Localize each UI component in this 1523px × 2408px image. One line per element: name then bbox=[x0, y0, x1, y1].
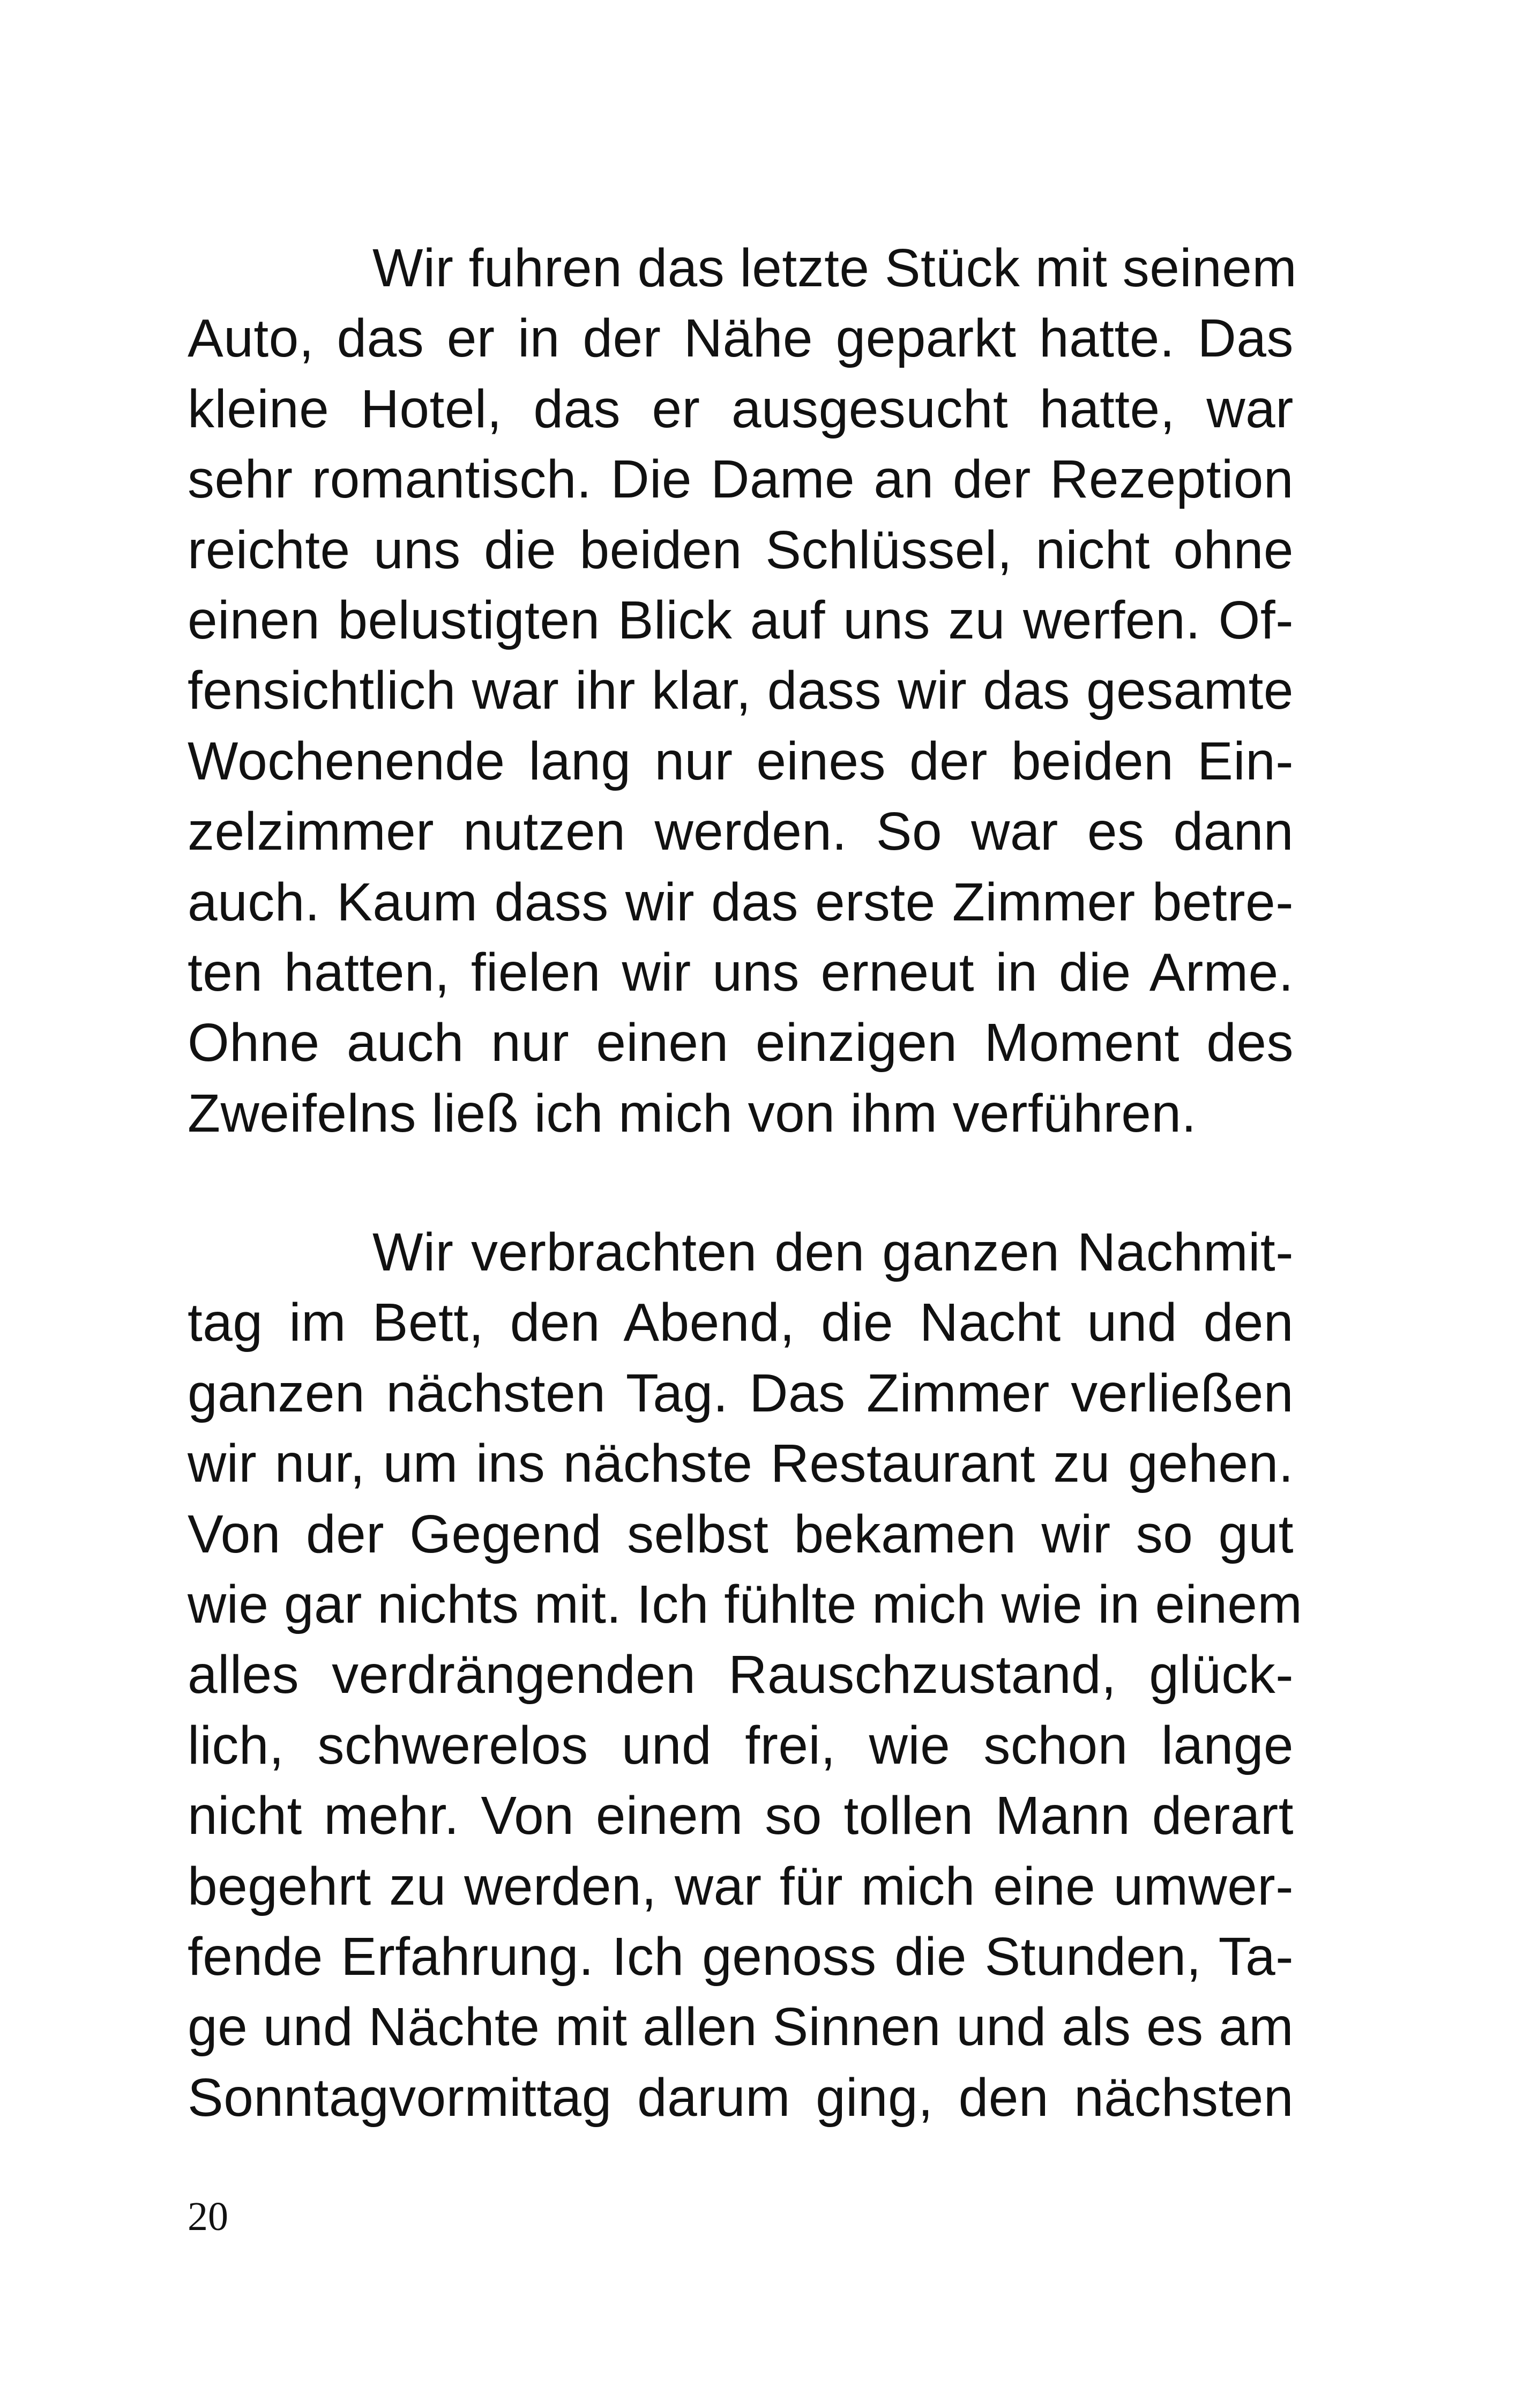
text-line: zelzimmer nutzen werden. So war es dann bbox=[188, 801, 1294, 862]
text-line: einen belustigten Blick auf uns zu werfen. Of- bbox=[188, 590, 1294, 650]
text-line: wir nur, um ins nächste Restaurant zu gehen. bbox=[188, 1433, 1294, 1494]
text-line: Zweifelns ließ ich mich von ihm verführen. bbox=[188, 1083, 1197, 1143]
text-line: alles verdrängenden Rauschzustand, glück- bbox=[188, 1645, 1294, 1705]
paragraph-1 bbox=[188, 233, 1297, 1149]
text-line: wie gar nichts mit. Ich fühlte mich wie in einem bbox=[188, 1574, 1303, 1635]
text-line: Von der Gegend selbst bekamen wir so gut bbox=[188, 1504, 1294, 1564]
text-line: Wochenende lang nur eines der beiden Ein- bbox=[188, 731, 1294, 791]
text-line: tag im Bett, den Abend, die Nacht und den bbox=[188, 1292, 1294, 1353]
paragraph-gap bbox=[188, 1149, 1294, 1217]
text-line: reichte uns die beiden Schlüssel, nicht ohne bbox=[188, 519, 1294, 580]
text-line: Auto, das er in der Nähe geparkt hatte. Das bbox=[188, 308, 1294, 369]
text-line: nicht mehr. Von einem so tollen Mann derart bbox=[188, 1786, 1294, 1846]
text-line: Ohne auch nur einen einzigen Moment des bbox=[188, 1013, 1294, 1073]
text-line: Sonntagvormittag darum ging, den nächsten bbox=[188, 2067, 1294, 2128]
text-line: begehrt zu werden, war für mich eine umwer- bbox=[188, 1856, 1294, 1916]
text-line: ge und Nächte mit allen Sinnen und als es am bbox=[188, 1997, 1294, 2057]
text-line: fende Erfahrung. Ich genoss die Stunden, Ta- bbox=[188, 1926, 1294, 1987]
text-line: ganzen nächsten Tag. Das Zimmer verließen bbox=[188, 1363, 1294, 1423]
text-line: auch. Kaum dass wir das erste Zimmer betre- bbox=[188, 872, 1294, 932]
text-line: sehr romantisch. Die Dame an der Rezeption bbox=[188, 449, 1294, 510]
text-line: Wir fuhren das letzte Stück mit seinem bbox=[372, 238, 1297, 298]
page-number: 20 bbox=[188, 2194, 228, 2239]
text-line: Wir verbrachten den ganzen Nachmit- bbox=[372, 1222, 1294, 1283]
text-line: lich, schwerelos und frei, wie schon lange bbox=[188, 1715, 1294, 1775]
text-line: ten hatten, fielen wir uns erneut in die Arme. bbox=[188, 942, 1294, 1002]
paragraph-2 bbox=[188, 1217, 1303, 2133]
text-line: fensichtlich war ihr klar, dass wir das gesamte bbox=[188, 660, 1294, 721]
text-line: kleine Hotel, das er ausgesucht hatte, war bbox=[188, 378, 1294, 439]
body-text bbox=[188, 233, 1303, 2133]
